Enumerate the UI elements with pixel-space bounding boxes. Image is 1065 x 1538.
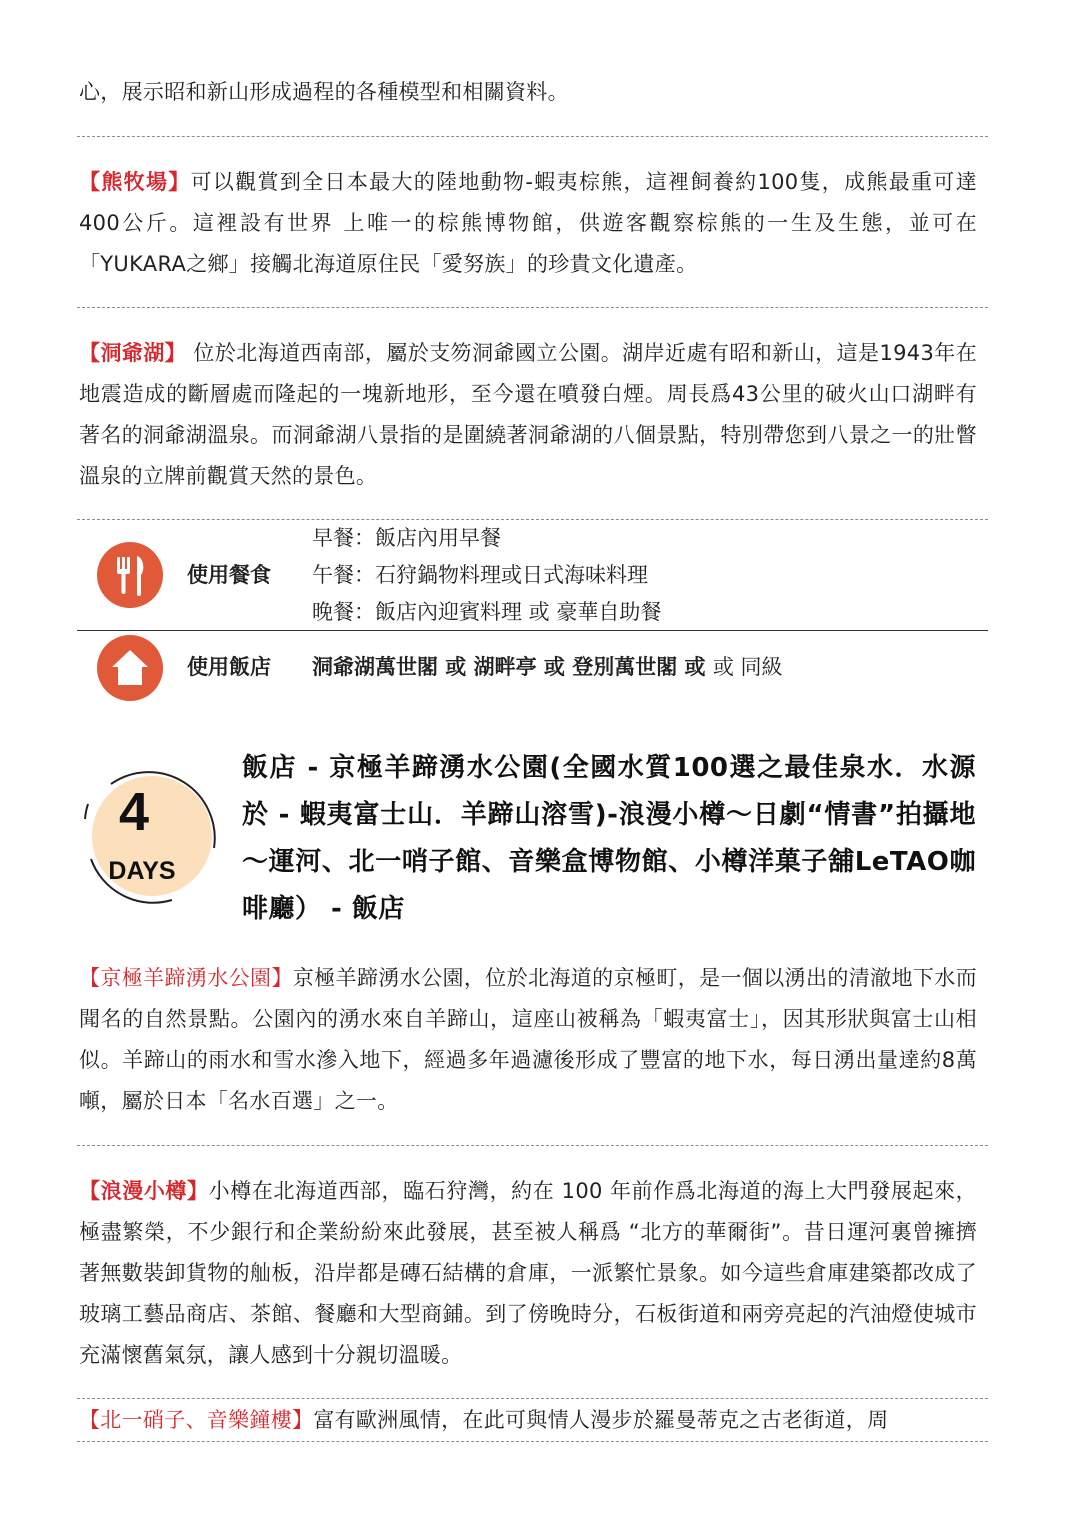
kyogoku-text: 京極羊蹄湧水公園，位於北海道的京極町，是一個以湧出的清澈地下水而聞名的自然景點。公園內的湧水來自羊蹄山，這座山被稱為「蝦夷富士」，因其形狀與富士山相似。羊蹄山的雨水和雪水滲入地下，經過多年過濾後形成了豐富的地下水，每日湧出量達約8萬噸，屬於日本「名水百選」之一。 (79, 966, 977, 1113)
divider (77, 1441, 988, 1442)
day-badge (82, 764, 222, 906)
lunch-line: 午餐：石狩鍋物料理或日式海味料理 (312, 563, 648, 587)
day-word: DAYS (108, 857, 176, 885)
otaru-text: 小樽在北海道西部，臨石狩灣，約在 100 年前作爲北海道的海上大門發展起來，極盡繁榮，不少銀行和企業紛紛來此發展，甚至被人稱爲 “北方的華爾街”。昔日運河裏曾擁擠著無數裝卸貨物的舢板，沿岸都是磚石結構的倉庫，一派繁忙景象。如今這些倉庫建築都改成了玻璃工藝品商店、茶館、餐廳和大型商鋪。到了傍晚時分，石板街道和兩旁亮起的汽油燈使城市充滿懷舊氣氛，讓人感到十分親切溫暖。 (79, 1179, 977, 1367)
kyogoku-title: 【京極羊蹄湧水公園】 (79, 966, 293, 990)
divider (77, 307, 988, 308)
lake-toya-paragraph (79, 333, 977, 497)
divider (77, 519, 988, 520)
lake-toya-text: 位於北海道西南部，屬於支笏洞爺國立公園。湖岸近處有昭和新山，這是1943年在地震造成的斷層處而隆起的一塊新地形，至今還在噴發白煙。周長爲43公里的破火山口湖畔有著名的洞爺湖溫泉。而洞爺湖八景指的是圍繞著洞爺湖的八個景點，特別帶您到八景之一的壯瞥溫泉的立牌前觀賞天然的景色。 (79, 341, 977, 488)
bear-ranch-title: 【熊牧場】 (79, 170, 191, 194)
hotel-suffix: 或 同級 (712, 655, 783, 679)
dinner-line: 晚餐：飯店內迎賓料理 或 豪華自助餐 (312, 600, 662, 624)
kitaichi-text: 富有歐洲風情，在此可與情人漫步於羅曼蒂克之古老街道，周 (313, 1408, 889, 1432)
kyogoku-paragraph (79, 958, 977, 1122)
divider (77, 1145, 988, 1146)
intro-text: 心，展示昭和新山形成過程的各種模型和相關資料。 (79, 80, 569, 104)
kitaichi-title: 【北一硝子、音樂鐘樓】 (79, 1408, 314, 1432)
day-title: 飯店 - 京極羊蹄湧水公園(全國水質100選之最佳泉水．水源於 - 蝦夷富士山．羊蹄山溶雪)-浪漫小樽～日劇“情書”拍攝地～運河、北一哨子館、音樂盒博物館、小樽洋菓子舖LeTAO咖啡廳） - 飯店 (242, 753, 976, 924)
intro-paragraph (79, 72, 977, 113)
fork-knife-icon (97, 542, 163, 608)
divider (77, 136, 988, 137)
bear-ranch-paragraph (79, 162, 977, 285)
otaru-title: 【浪漫小樽】 (79, 1179, 209, 1203)
meals-label: 使用餐食 (187, 563, 271, 587)
divider (77, 630, 988, 631)
hotel-names: 洞爺湖萬世閣 或 湖畔亭 或 登別萬世閣 或 (312, 655, 713, 679)
lake-toya-title: 【洞爺湖】 (79, 341, 187, 365)
otaru-paragraph (79, 1171, 977, 1376)
breakfast-line: 早餐：飯店內用早餐 (312, 526, 501, 550)
hotel-options (312, 652, 783, 682)
divider (77, 1398, 988, 1399)
day-number: 4 (118, 782, 150, 842)
house-icon (97, 635, 163, 701)
kitaichi-paragraph (79, 1400, 989, 1441)
hotel-label: 使用飯店 (187, 655, 271, 679)
bear-ranch-text: 可以觀賞到全日本最大的陸地動物-蝦夷棕熊，這裡飼養約100隻，成熊最重可達400公斤。這裡設有世界 上唯一的棕熊博物館，供遊客觀察棕熊的一生及生態，並可在「YUKARA之鄉」接觸北海道原住民「愛努族」的珍貴文化遺產。 (79, 170, 977, 276)
